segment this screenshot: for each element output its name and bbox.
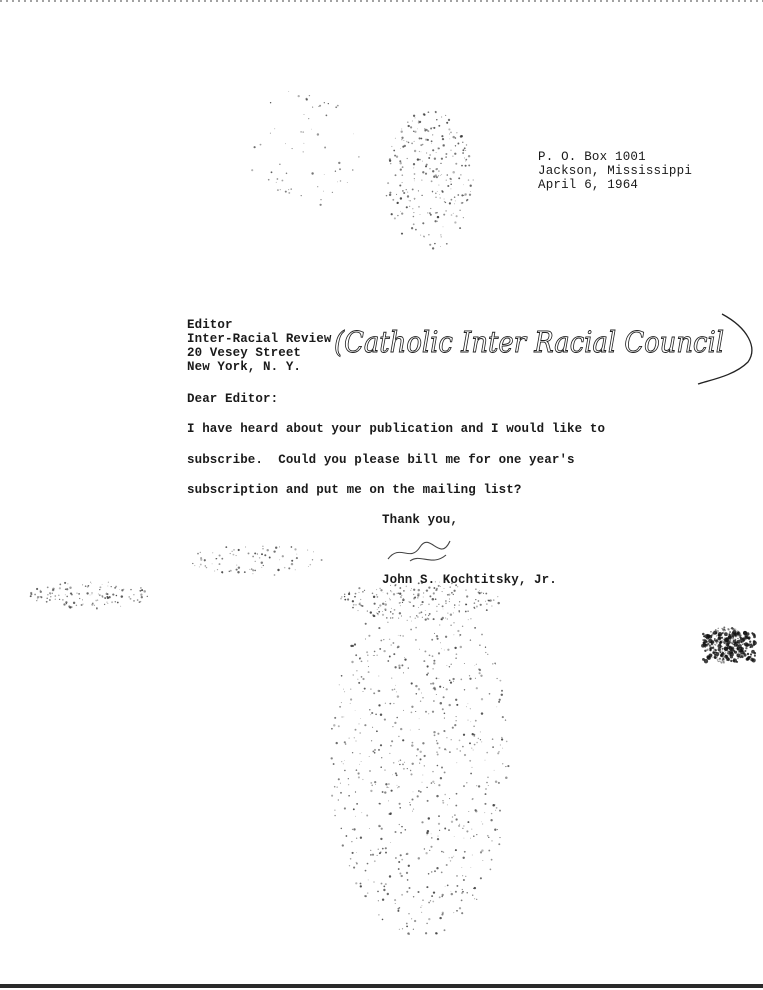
closing: Thank you, (382, 513, 459, 527)
return-address-line-1: P. O. Box 1001 (538, 150, 646, 164)
recipient-line-1: Editor (187, 318, 233, 332)
signature-name: John S. Kochtitsky, Jr. (382, 573, 557, 587)
top-dotted-edge (0, 0, 763, 2)
recipient-line-4: New York, N. Y. (187, 360, 302, 374)
signature-scribble (380, 533, 470, 573)
body-line-1: I have heard about your publication and I would like to (187, 422, 606, 436)
return-address-line-2: Jackson, Mississippi (538, 164, 693, 178)
body-line-2: subscribe. Could you please bill me for one year's (187, 453, 575, 467)
letter-date: April 6, 1964 (538, 178, 639, 192)
recipient-line-3: 20 Vesey Street (187, 346, 302, 360)
body-line-3: subscription and put me on the mailing list? (187, 483, 522, 497)
salutation: Dear Editor: (187, 392, 279, 406)
bottom-edge-rule (0, 984, 763, 988)
handwritten-note-text: (Catholic Inter Racial Council (334, 325, 724, 359)
recipient-line-2: Inter-Racial Review (187, 332, 332, 346)
handwritten-annotation (330, 300, 760, 390)
